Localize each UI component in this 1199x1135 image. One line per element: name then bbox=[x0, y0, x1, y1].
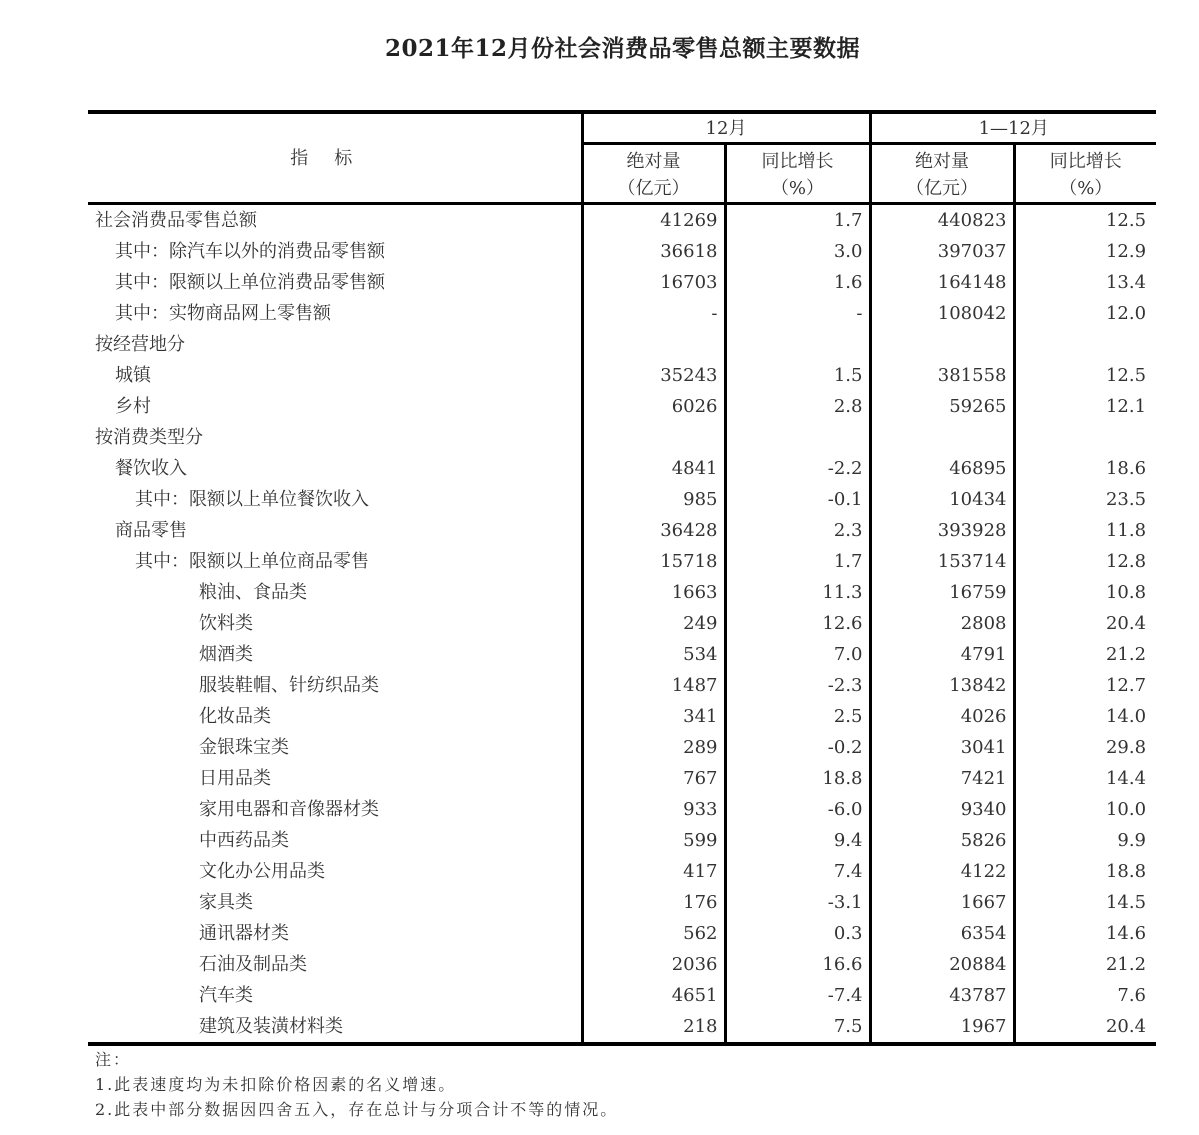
indicator-cell: 其中：限额以上单位商品零售 bbox=[88, 546, 582, 577]
indicator-cell: 按消费类型分 bbox=[88, 422, 582, 453]
month-abs-cell: 6026 bbox=[582, 391, 725, 422]
table-row bbox=[88, 391, 1156, 422]
ytd-abs-cell: 1967 bbox=[870, 1011, 1014, 1044]
ytd-abs-cell: 381558 bbox=[870, 360, 1014, 391]
table-body bbox=[88, 204, 1156, 1045]
month-yoy-cell bbox=[725, 329, 870, 360]
ytd-yoy-cell: 12.5 bbox=[1105, 365, 1147, 386]
month-yoy-cell: 1.7 bbox=[725, 204, 870, 237]
table-row bbox=[88, 856, 1156, 887]
month-abs-cell: 249 bbox=[582, 608, 725, 639]
month-yoy-cell: 3.0 bbox=[725, 236, 870, 267]
ytd-abs-cell: 440823 bbox=[870, 204, 1014, 237]
table-row bbox=[88, 360, 1156, 391]
month-abs-cell: 36428 bbox=[582, 515, 725, 546]
ytd-yoy-cell: 9.9 bbox=[1117, 830, 1147, 851]
group-header-month: 12月 bbox=[582, 112, 870, 144]
table-row bbox=[88, 453, 1156, 484]
table-header bbox=[88, 112, 1156, 204]
month-abs-cell: 341 bbox=[582, 701, 725, 732]
month-yoy-cell: 12.6 bbox=[725, 608, 870, 639]
month-abs-cell: 767 bbox=[582, 763, 725, 794]
month-abs-cell: - bbox=[582, 298, 725, 329]
ytd-abs-cell: 43787 bbox=[870, 980, 1014, 1011]
indicator-cell: 家具类 bbox=[88, 887, 582, 918]
month-yoy-cell: 7.4 bbox=[725, 856, 870, 887]
retail-sales-table bbox=[88, 110, 1156, 1046]
indicator-cell: 其中：除汽车以外的消费品零售额 bbox=[88, 236, 582, 267]
ytd-yoy-cell: 10.0 bbox=[1105, 799, 1147, 820]
month-abs-cell: 599 bbox=[582, 825, 725, 856]
indicator-cell: 建筑及装潢材料类 bbox=[88, 1011, 582, 1044]
ytd-yoy-cell: 21.2 bbox=[1105, 644, 1147, 665]
indicator-cell: 汽车类 bbox=[88, 980, 582, 1011]
indicator-cell: 粮油、食品类 bbox=[88, 577, 582, 608]
month-yoy-cell: -0.1 bbox=[725, 484, 870, 515]
ytd-yoy-cell: 14.4 bbox=[1105, 768, 1147, 789]
table-row bbox=[88, 298, 1156, 329]
indicator-header: 指标 bbox=[88, 112, 582, 204]
header-ytd-abs bbox=[870, 144, 1014, 204]
month-yoy-cell: -2.3 bbox=[725, 670, 870, 701]
table-row bbox=[88, 204, 1156, 237]
indicator-cell: 社会消费品零售总额 bbox=[88, 204, 582, 237]
ytd-yoy-cell: 29.8 bbox=[1105, 737, 1147, 758]
ytd-yoy-cell: 7.6 bbox=[1117, 985, 1147, 1006]
ytd-yoy-cell: 12.0 bbox=[1105, 303, 1147, 324]
month-yoy-cell: 2.5 bbox=[725, 701, 870, 732]
month-abs-cell: 218 bbox=[582, 1011, 725, 1044]
header-yoy-unit: （%） bbox=[1059, 177, 1113, 199]
month-yoy-cell: 2.3 bbox=[725, 515, 870, 546]
ytd-abs-cell: 4026 bbox=[870, 701, 1014, 732]
ytd-abs-cell: 397037 bbox=[870, 236, 1014, 267]
month-abs-cell: 417 bbox=[582, 856, 725, 887]
note-item-1: 1.此表速度均为未扣除价格因素的名义增速。 bbox=[95, 1075, 457, 1094]
table-row bbox=[88, 670, 1156, 701]
ytd-yoy-cell: 14.0 bbox=[1105, 706, 1147, 727]
indicator-cell: 家用电器和音像器材类 bbox=[88, 794, 582, 825]
indicator-cell: 日用品类 bbox=[88, 763, 582, 794]
month-abs-cell: 15718 bbox=[582, 546, 725, 577]
month-yoy-cell: -6.0 bbox=[725, 794, 870, 825]
group-header-ytd: 1—12月 bbox=[870, 112, 1156, 144]
ytd-abs-cell: 2808 bbox=[870, 608, 1014, 639]
table-row bbox=[88, 608, 1156, 639]
indicator-cell: 其中：限额以上单位消费品零售额 bbox=[88, 267, 582, 298]
ytd-abs-cell: 20884 bbox=[870, 949, 1014, 980]
indicator-cell: 化妆品类 bbox=[88, 701, 582, 732]
table-row bbox=[88, 825, 1156, 856]
ytd-abs-cell: 4791 bbox=[870, 639, 1014, 670]
month-abs-cell: 933 bbox=[582, 794, 725, 825]
table-row bbox=[88, 546, 1156, 577]
ytd-abs-cell: 393928 bbox=[870, 515, 1014, 546]
indicator-cell: 按经营地分 bbox=[88, 329, 582, 360]
table-row bbox=[88, 949, 1156, 980]
month-abs-cell: 289 bbox=[582, 732, 725, 763]
table-row bbox=[88, 577, 1156, 608]
ytd-yoy-cell: 12.8 bbox=[1105, 551, 1147, 572]
ytd-abs-cell: 16759 bbox=[870, 577, 1014, 608]
month-abs-cell: 35243 bbox=[582, 360, 725, 391]
ytd-abs-cell: 10434 bbox=[870, 484, 1014, 515]
ytd-abs-cell: 7421 bbox=[870, 763, 1014, 794]
ytd-yoy-cell: 12.5 bbox=[1105, 210, 1147, 231]
indicator-cell: 金银珠宝类 bbox=[88, 732, 582, 763]
month-abs-cell: 534 bbox=[582, 639, 725, 670]
header-yoy-unit: （%） bbox=[770, 177, 825, 199]
header-abs-label: 绝对量 bbox=[626, 150, 681, 172]
table-row bbox=[88, 484, 1156, 515]
header-yoy-label: 同比增长 bbox=[1049, 150, 1122, 172]
indicator-cell: 其中：限额以上单位餐饮收入 bbox=[88, 484, 582, 515]
month-yoy-cell: 1.5 bbox=[725, 360, 870, 391]
ytd-abs-cell: 46895 bbox=[870, 453, 1014, 484]
month-abs-cell: 36618 bbox=[582, 236, 725, 267]
month-yoy-cell: -3.1 bbox=[725, 887, 870, 918]
indicator-cell: 通讯器材类 bbox=[88, 918, 582, 949]
indicator-cell: 乡村 bbox=[88, 391, 582, 422]
month-yoy-cell: 16.6 bbox=[725, 949, 870, 980]
ytd-yoy-cell: 10.8 bbox=[1105, 582, 1147, 603]
notes-section bbox=[95, 1047, 618, 1122]
ytd-abs-cell: 5826 bbox=[870, 825, 1014, 856]
note-item-2: 2.此表中部分数据因四舍五入，存在总计与分项合计不等的情况。 bbox=[95, 1100, 619, 1119]
month-abs-cell: 2036 bbox=[582, 949, 725, 980]
indicator-cell: 商品零售 bbox=[88, 515, 582, 546]
ytd-yoy-cell: 12.9 bbox=[1105, 241, 1147, 262]
month-yoy-cell bbox=[725, 422, 870, 453]
ytd-yoy-cell: 13.4 bbox=[1105, 272, 1147, 293]
ytd-abs-cell: 13842 bbox=[870, 670, 1014, 701]
month-yoy-cell: 2.8 bbox=[725, 391, 870, 422]
indicator-cell: 其中：实物商品网上零售额 bbox=[88, 298, 582, 329]
indicator-cell: 烟酒类 bbox=[88, 639, 582, 670]
month-yoy-cell: 7.0 bbox=[725, 639, 870, 670]
table-row bbox=[88, 918, 1156, 949]
table-row bbox=[88, 794, 1156, 825]
header-abs-unit: （亿元） bbox=[906, 177, 978, 199]
month-yoy-cell: 11.3 bbox=[725, 577, 870, 608]
table-row bbox=[88, 701, 1156, 732]
month-abs-cell: 176 bbox=[582, 887, 725, 918]
ytd-abs-cell bbox=[870, 422, 1014, 453]
month-abs-cell: 41269 bbox=[582, 204, 725, 237]
ytd-abs-cell: 4122 bbox=[870, 856, 1014, 887]
table-row bbox=[88, 980, 1156, 1011]
header-abs-unit: （亿元） bbox=[617, 177, 690, 199]
month-abs-cell: 562 bbox=[582, 918, 725, 949]
ytd-yoy-cell: 12.7 bbox=[1105, 675, 1147, 696]
month-abs-cell: 4651 bbox=[582, 980, 725, 1011]
table-row bbox=[88, 422, 1156, 453]
notes-heading: 注： bbox=[95, 1050, 132, 1069]
indicator-cell: 中西药品类 bbox=[88, 825, 582, 856]
ytd-yoy-cell: 20.4 bbox=[1105, 613, 1147, 634]
ytd-abs-cell: 59265 bbox=[870, 391, 1014, 422]
month-yoy-cell: -0.2 bbox=[725, 732, 870, 763]
header-month-abs bbox=[582, 144, 725, 204]
header-abs-label: 绝对量 bbox=[915, 150, 969, 172]
month-abs-cell: 985 bbox=[582, 484, 725, 515]
table-row bbox=[88, 732, 1156, 763]
indicator-cell: 饮料类 bbox=[88, 608, 582, 639]
ytd-yoy-cell: 12.1 bbox=[1105, 396, 1147, 417]
ytd-yoy-cell bbox=[1014, 422, 1156, 453]
data-table-container bbox=[88, 110, 1156, 1046]
table-row bbox=[88, 763, 1156, 794]
ytd-yoy-cell: 18.8 bbox=[1105, 861, 1147, 882]
month-yoy-cell: -2.2 bbox=[725, 453, 870, 484]
ytd-yoy-cell bbox=[1014, 329, 1156, 360]
header-yoy-label: 同比增长 bbox=[761, 150, 834, 172]
month-yoy-cell: 0.3 bbox=[725, 918, 870, 949]
month-yoy-cell: 1.7 bbox=[725, 546, 870, 577]
table-row bbox=[88, 329, 1156, 360]
table-row bbox=[88, 887, 1156, 918]
indicator-cell: 石油及制品类 bbox=[88, 949, 582, 980]
ytd-abs-cell bbox=[870, 329, 1014, 360]
ytd-yoy-cell: 14.5 bbox=[1105, 892, 1147, 913]
ytd-yoy-cell: 23.5 bbox=[1105, 489, 1147, 510]
table-row bbox=[88, 639, 1156, 670]
ytd-abs-cell: 153714 bbox=[870, 546, 1014, 577]
ytd-abs-cell: 6354 bbox=[870, 918, 1014, 949]
table-row bbox=[88, 236, 1156, 267]
month-yoy-cell: 7.5 bbox=[725, 1011, 870, 1044]
month-abs-cell bbox=[582, 422, 725, 453]
ytd-abs-cell: 3041 bbox=[870, 732, 1014, 763]
table-row bbox=[88, 515, 1156, 546]
ytd-yoy-cell: 11.8 bbox=[1105, 520, 1147, 541]
header-ytd-yoy bbox=[1014, 144, 1156, 204]
table-row bbox=[88, 1011, 1156, 1044]
ytd-yoy-cell: 14.6 bbox=[1105, 923, 1147, 944]
table-row bbox=[88, 267, 1156, 298]
ytd-yoy-cell: 20.4 bbox=[1014, 1011, 1156, 1044]
header-month-yoy bbox=[725, 144, 870, 204]
month-abs-cell bbox=[582, 329, 725, 360]
month-abs-cell: 1487 bbox=[582, 670, 725, 701]
month-yoy-cell: 9.4 bbox=[725, 825, 870, 856]
month-yoy-cell: -7.4 bbox=[725, 980, 870, 1011]
ytd-yoy-cell: 21.2 bbox=[1105, 954, 1147, 975]
ytd-yoy-cell: 18.6 bbox=[1105, 458, 1147, 479]
ytd-abs-cell: 164148 bbox=[870, 267, 1014, 298]
month-yoy-cell: 1.6 bbox=[725, 267, 870, 298]
month-yoy-cell: - bbox=[725, 298, 870, 329]
indicator-cell: 餐饮收入 bbox=[88, 453, 582, 484]
ytd-abs-cell: 108042 bbox=[870, 298, 1014, 329]
month-yoy-cell: 18.8 bbox=[725, 763, 870, 794]
month-abs-cell: 4841 bbox=[582, 453, 725, 484]
month-abs-cell: 16703 bbox=[582, 267, 725, 298]
page-title: 2021年12月份社会消费品零售总额主要数据 bbox=[384, 35, 861, 62]
ytd-abs-cell: 1667 bbox=[870, 887, 1014, 918]
indicator-cell: 文化办公用品类 bbox=[88, 856, 582, 887]
month-abs-cell: 1663 bbox=[582, 577, 725, 608]
indicator-cell: 城镇 bbox=[88, 360, 582, 391]
ytd-abs-cell: 9340 bbox=[870, 794, 1014, 825]
indicator-cell: 服装鞋帽、针纺织品类 bbox=[88, 670, 582, 701]
